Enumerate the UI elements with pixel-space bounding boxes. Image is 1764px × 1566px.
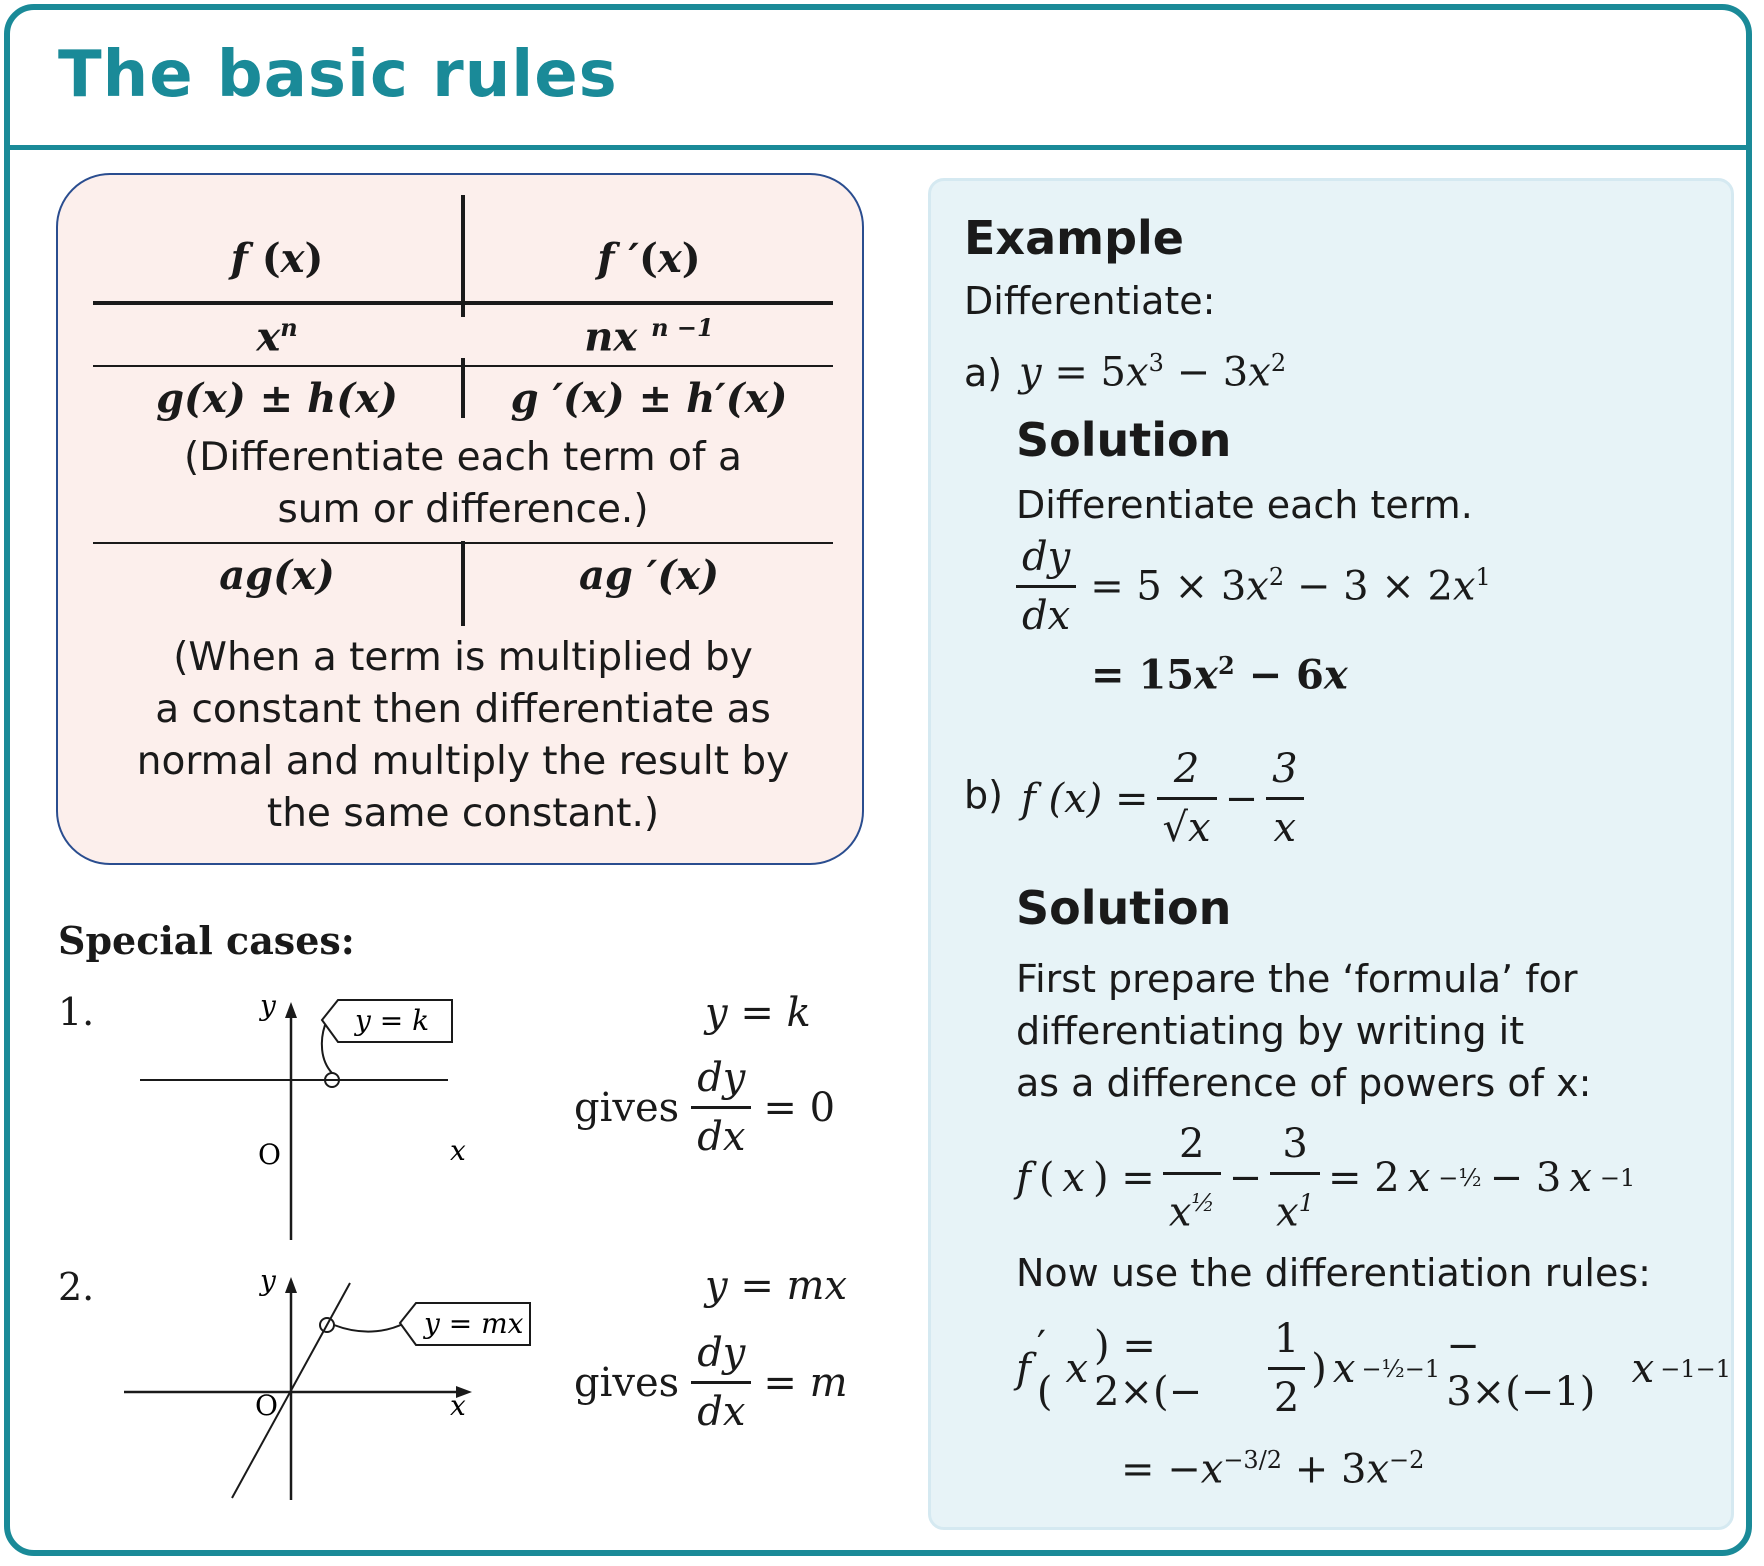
table-rule	[93, 365, 833, 367]
y-arrow	[285, 1002, 297, 1018]
frac-den: x	[1273, 805, 1297, 851]
fraction: $\frac{1}{2}$	[1268, 1311, 1305, 1426]
fraction	[1266, 741, 1303, 856]
note-line: (Differentiate each term of a	[184, 435, 742, 480]
special-cases-heading: Special cases:	[58, 918, 355, 963]
cell-sum: g(x) ± h(x)	[156, 375, 398, 422]
example-panel	[928, 178, 1734, 1530]
gives-text: gives	[574, 1359, 680, 1406]
frac-num: 3	[1266, 741, 1303, 800]
part-b-expression: f (x) = $\frac{2}{√x}$ − $\frac{3}{x}$	[1021, 741, 1304, 856]
cell-sum-deriv: g ′(x) ± h′(x)	[510, 375, 788, 422]
col-header-f: f (x)	[230, 235, 324, 282]
frac-den: √x	[1162, 805, 1211, 851]
fraction: $\frac{3}{x^1}$	[1270, 1116, 1320, 1240]
frac-den: dx	[1022, 593, 1071, 639]
tag-text: y = k	[355, 1004, 430, 1037]
part-b-line1: f ( x ) = $\frac{2}{x^{\frac{1}{2}}}$ − $\frac{3}{x^1}$ = 2 x −½ − 3 x −1	[1016, 1116, 1635, 1240]
note-line: normal and multiply the result by	[136, 739, 790, 784]
origin-label: O	[255, 1389, 278, 1422]
origin-label: O	[258, 1138, 281, 1171]
text-line: First prepare the ‘formula’ for	[1016, 957, 1578, 1001]
note-line: sum or difference.)	[277, 487, 649, 532]
part-a-label: a)	[964, 351, 1003, 395]
example-intro: Differentiate:	[964, 279, 1216, 323]
case-number: 2.	[58, 1265, 95, 1309]
part-b-rules-intro: Now use the differentiation rules:	[1016, 1251, 1651, 1295]
note-line: the same constant.)	[266, 791, 660, 836]
example-heading: Example	[964, 211, 1184, 265]
solution-heading: Solution	[1016, 881, 1232, 935]
y-axis-label: y	[260, 989, 276, 1022]
case2-result	[574, 1325, 848, 1440]
dy-dx-fraction	[691, 1325, 751, 1440]
cell-ag: ag(x)	[219, 552, 335, 599]
part-b-label: b)	[964, 773, 1003, 817]
line-value: = $5 \times 3x^2 - 3 \times 2x^1$	[1090, 563, 1491, 610]
note-constant	[93, 632, 833, 840]
fraction	[1157, 741, 1217, 856]
x-axis-label: x	[450, 1389, 466, 1422]
y-arrow	[285, 1277, 297, 1293]
result-value: = 0	[763, 1084, 836, 1131]
dy-dx-fraction	[1016, 529, 1076, 644]
frac-den: dx	[697, 1114, 746, 1160]
part-a-line1	[1016, 529, 1491, 644]
case-number: 1.	[58, 990, 95, 1034]
case2-equation: y = mx	[705, 1263, 848, 1309]
text-line: differentiating by writing it	[1016, 1009, 1525, 1053]
cell-nxn1: nx $^{n -1}$	[584, 313, 714, 361]
part-a-expression: $y = 5x^3 - 3x^2$	[1019, 349, 1287, 396]
frac-num: dy	[691, 1325, 751, 1384]
solution-heading: Solution	[1016, 413, 1232, 467]
graph-linear	[110, 1255, 540, 1515]
gives-text: gives	[574, 1084, 680, 1131]
graph-constant	[110, 980, 490, 1250]
fraction: $\frac{2}{x^{\frac{1}{2}}}$	[1163, 1116, 1221, 1240]
frac-den: dx	[697, 1389, 746, 1435]
cell-xn: $x^n$	[256, 313, 298, 361]
frac-num: dy	[1016, 529, 1076, 588]
note-line: a constant then differentiate as	[155, 687, 771, 732]
case1-equation: y = k	[705, 990, 811, 1036]
text-line: as a difference of powers of x:	[1016, 1061, 1592, 1105]
part-a-line2: = $15x^2 - 6x$	[1091, 651, 1348, 699]
tag-text: y = mx	[424, 1307, 524, 1340]
part-b-line3: = $-x^{-3/2} + 3x^{-2}$	[1121, 1446, 1425, 1493]
x-axis-label: x	[450, 1134, 466, 1167]
table-header-rule	[93, 301, 833, 305]
col-header-fprime: f ′(x)	[597, 235, 701, 282]
part-b-line2: f ′( x ) = 2×(− $\frac{1}{2}$ ) x −½−1 − 3×(−1) x −1−1	[1016, 1311, 1731, 1426]
page-title: The basic rules	[58, 38, 618, 112]
part-a-step: Differentiate each term.	[1016, 483, 1473, 527]
note-sum	[93, 432, 833, 536]
part-b-explanation	[1016, 953, 1591, 1109]
result-value: = m	[763, 1359, 848, 1406]
title-bar	[10, 10, 1746, 150]
part-b-lhs: f (x) =	[1021, 775, 1149, 822]
y-axis-label: y	[260, 1264, 276, 1297]
table-rule	[93, 542, 833, 544]
cell-ag-deriv: ag ′(x)	[578, 552, 720, 599]
frac-num: dy	[691, 1050, 751, 1109]
case1-result	[574, 1050, 835, 1165]
leader-line	[334, 1323, 405, 1332]
rules-table-box	[56, 173, 864, 865]
note-line: (When a term is multiplied by	[173, 635, 753, 680]
dy-dx-fraction	[691, 1050, 751, 1165]
frac-num: 2	[1157, 741, 1217, 800]
